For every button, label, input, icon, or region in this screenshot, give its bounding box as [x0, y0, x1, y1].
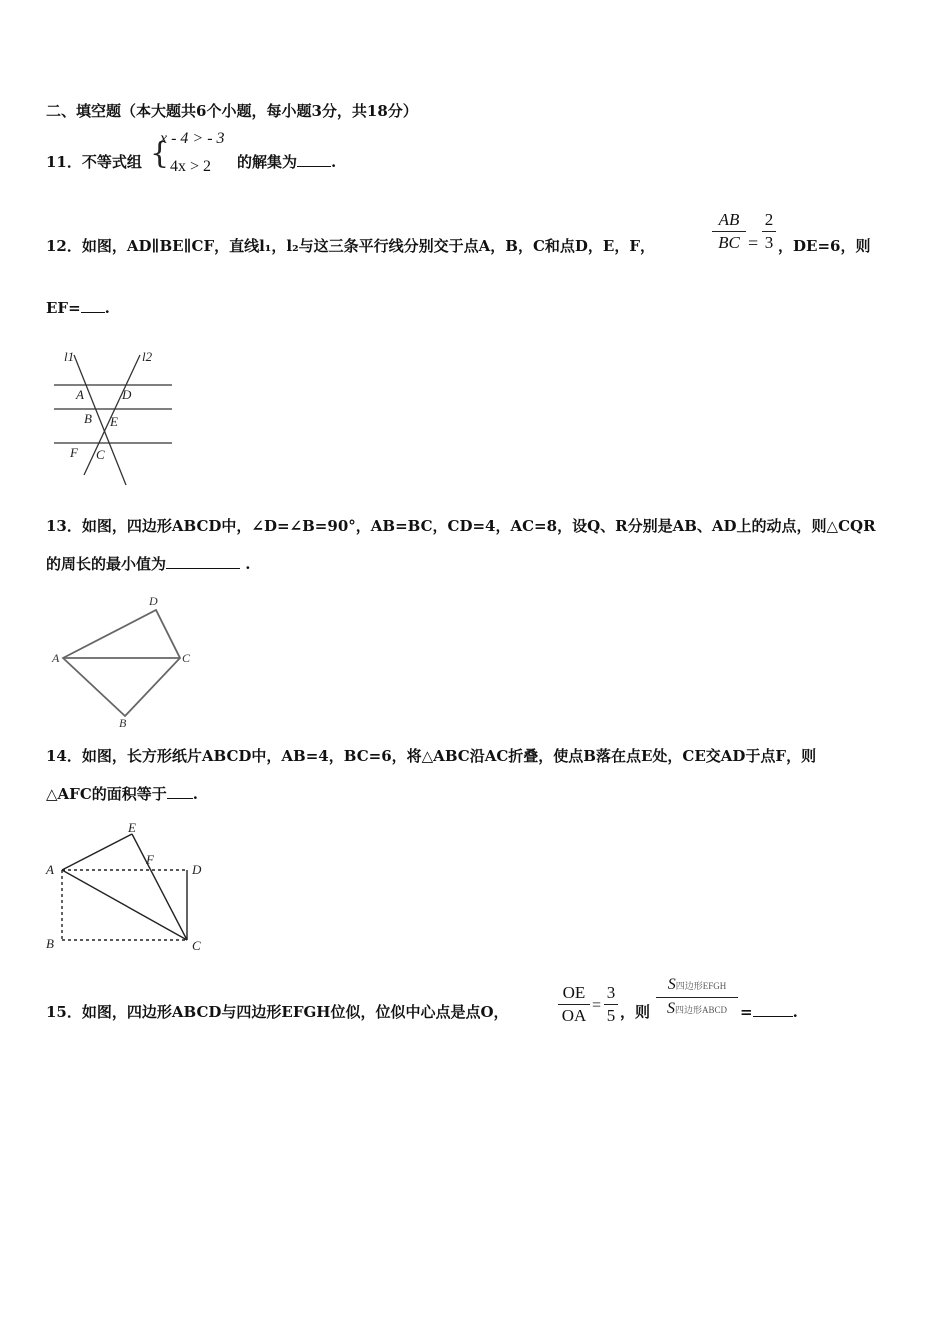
q11-inequality-1: x - 4 > - 3	[160, 130, 225, 147]
label-l1: l1	[64, 349, 75, 364]
label-b: B	[84, 411, 92, 426]
label-a: A	[52, 651, 60, 665]
answer-blank[interactable]	[753, 1002, 793, 1017]
q12-parallel-lines-figure	[48, 345, 178, 490]
label-l2: l2	[142, 349, 153, 364]
label-f: F	[70, 445, 78, 460]
quadrilateral-abcd	[63, 610, 180, 716]
answer-blank[interactable]	[167, 784, 193, 799]
label-b: B	[119, 716, 127, 730]
brace-icon: {	[150, 136, 170, 171]
q11-suffix: 的解集为 .	[237, 153, 337, 171]
q13-line1: 13．如图，四边形ABCD中，∠D=∠B=90°，AB=BC，CD=4，AC=8，设Q、R分别是AB、AD上的动点，则△CQR	[46, 517, 876, 535]
label-c: C	[96, 447, 105, 462]
q15-fraction-oe-oa: OE OA	[558, 983, 590, 1026]
q12-fraction-ab-bc: AB BC	[712, 210, 746, 253]
label-d: D	[192, 862, 202, 877]
q15-fraction-value: 3 5	[604, 983, 618, 1026]
q15-equals: =	[592, 997, 602, 1014]
q12-line2: EF= .	[46, 299, 110, 317]
q14-line2: △AFC的面积等于 .	[46, 785, 198, 803]
q15-mid: ，则	[620, 1003, 651, 1021]
q15-area-ratio: S四边形EFGH S四边形ABCD	[656, 975, 738, 1020]
q12-equals: =	[748, 233, 759, 253]
answer-blank[interactable]	[81, 298, 105, 313]
q14-line1: 14．如图，长方形纸片ABCD中，AB=4，BC=6，将△ABC沿AC折叠，使点B落在点E处，CE交AD于点F，则	[46, 747, 817, 765]
label-e: E	[110, 414, 118, 429]
q12-line1: 12．如图，AD∥BE∥CF，直线l₁，l₂与这三条平行线分别交于点A，B，C和点D，E，F，	[46, 237, 655, 255]
label-e: E	[128, 820, 136, 835]
answer-blank[interactable]	[297, 152, 331, 167]
label-c: C	[182, 651, 191, 665]
answer-blank[interactable]	[166, 554, 240, 569]
q11-number: 11．不等式组	[46, 153, 142, 171]
segment-ae	[62, 834, 132, 870]
label-d: D	[122, 387, 132, 402]
q12-tail: ，DE=6，则	[778, 237, 871, 255]
q11-inequality-2: 4x > 2	[170, 158, 212, 175]
line-l1	[74, 355, 126, 485]
label-d: D	[149, 594, 158, 608]
label-b: B	[46, 936, 54, 951]
label-c: C	[192, 938, 201, 953]
label-a: A	[46, 862, 54, 877]
q14-folded-rectangle-figure	[42, 818, 217, 958]
q13-line2: 的周长的最小值为 .	[46, 555, 251, 573]
q13-quadrilateral-figure	[48, 592, 208, 732]
q15-text: 15．如图，四边形ABCD与四边形EFGH位似，位似中心点是点O，	[46, 1003, 509, 1021]
label-a: A	[76, 387, 84, 402]
q12-fraction-value: 2 3	[762, 210, 776, 253]
q15-tail: = .	[740, 1003, 798, 1021]
label-f: F	[146, 852, 154, 867]
section-heading: 二、填空题（本大题共6个小题，每小题3分，共18分）	[46, 102, 418, 120]
